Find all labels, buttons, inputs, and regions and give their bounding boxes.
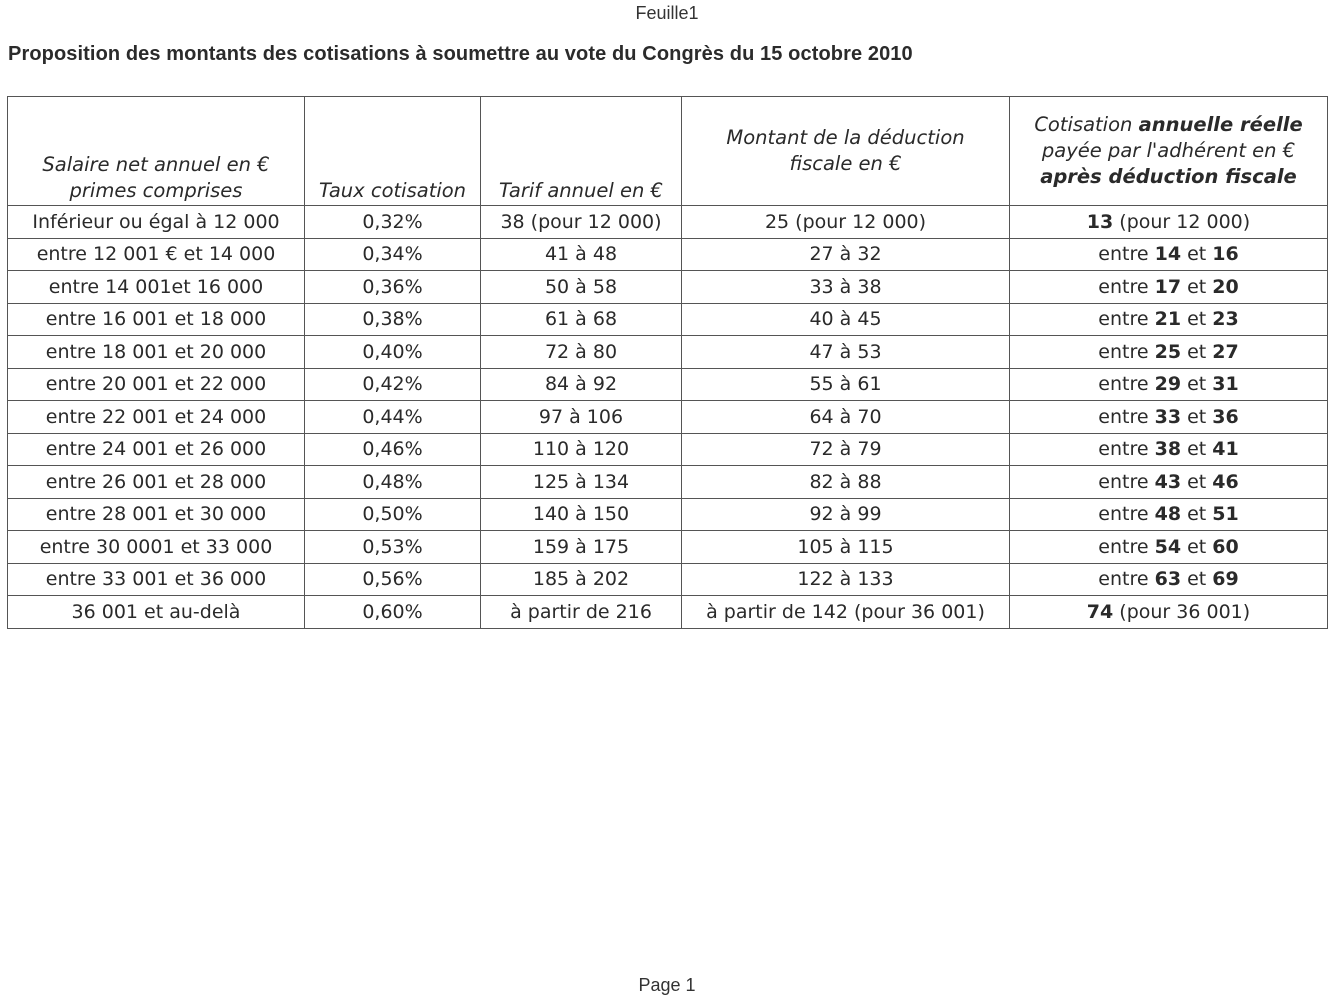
rate-cell: 0,32% <box>305 206 481 239</box>
net-max: 36 <box>1212 405 1239 428</box>
table-row <box>8 466 1328 499</box>
salary-cell: entre 12 001 € et 14 000 <box>8 238 305 271</box>
salary-cell: entre 22 001 et 24 000 <box>8 401 305 434</box>
header-rate: Taux cotisation <box>305 97 481 206</box>
net-pre: entre <box>1098 340 1155 363</box>
rate-cell: 0,48% <box>305 466 481 499</box>
tariff-cell: à partir de 216 <box>481 596 682 629</box>
tariff-cell: 185 à 202 <box>481 563 682 596</box>
header-deduction <box>682 97 1010 206</box>
rate-cell: 0,42% <box>305 368 481 401</box>
deduction-cell: à partir de 142 (pour 36 001) <box>682 596 1010 629</box>
net-contribution-cell <box>1010 303 1328 336</box>
net-min: 29 <box>1154 373 1182 396</box>
table-row <box>8 563 1328 596</box>
deduction-cell: 25 (pour 12 000) <box>682 206 1010 239</box>
tariff-cell: 72 à 80 <box>481 336 682 369</box>
table-row <box>8 433 1328 466</box>
net-max: 60 <box>1212 535 1239 558</box>
table-row <box>8 336 1328 369</box>
salary-cell: entre 20 001 et 22 000 <box>8 368 305 401</box>
tariff-cell: 38 (pour 12 000) <box>481 206 682 239</box>
net-contribution-cell <box>1010 271 1328 304</box>
header-net-b: annuelle réelle <box>1138 112 1303 136</box>
net-pre: entre <box>1098 470 1155 493</box>
rate-cell: 0,38% <box>305 303 481 336</box>
net-pre: entre <box>1098 243 1155 266</box>
table-body <box>8 206 1328 629</box>
salary-cell: Inférieur ou égal à 12 000 <box>8 206 305 239</box>
net-pre: entre <box>1098 373 1155 396</box>
net-min: 33 <box>1154 405 1182 428</box>
sheet-name: Feuille1 <box>635 3 699 23</box>
header-net-a: Cotisation <box>1034 112 1139 136</box>
document-title: Proposition des montants des cotisations à soumettre au vote du Congrès du 15 octobre 2010 <box>8 43 913 65</box>
table-row <box>8 206 1328 239</box>
net-mid: (pour 12 000) <box>1113 210 1251 233</box>
net-contribution-cell <box>1010 336 1328 369</box>
salary-cell: entre 16 001 et 18 000 <box>8 303 305 336</box>
net-min: 48 <box>1154 503 1182 526</box>
net-pre: entre <box>1098 535 1155 558</box>
salary-cell: 36 001 et au-delà <box>8 596 305 629</box>
net-min: 43 <box>1154 470 1182 493</box>
net-mid: et <box>1181 503 1213 526</box>
net-pre: entre <box>1098 503 1155 526</box>
deduction-cell: 33 à 38 <box>682 271 1010 304</box>
contribution-table <box>7 96 1328 629</box>
net-min: 13 <box>1086 210 1114 233</box>
net-mid: (pour 36 001) <box>1113 600 1251 623</box>
header-deduction-line2: fiscale en € <box>789 152 902 175</box>
net-contribution-cell <box>1010 531 1328 564</box>
net-max: 16 <box>1212 243 1239 266</box>
net-min: 54 <box>1154 535 1182 558</box>
net-mid: et <box>1181 405 1213 428</box>
header-net-contribution <box>1010 97 1328 206</box>
net-mid: et <box>1181 470 1213 493</box>
net-contribution-cell <box>1010 596 1328 629</box>
rate-cell: 0,53% <box>305 531 481 564</box>
deduction-cell: 47 à 53 <box>682 336 1010 369</box>
net-max: 69 <box>1212 568 1239 591</box>
salary-cell: entre 26 001 et 28 000 <box>8 466 305 499</box>
net-contribution-cell <box>1010 401 1328 434</box>
header-tariff: Tarif annuel en € <box>481 97 682 206</box>
net-mid: et <box>1181 535 1213 558</box>
net-max: 51 <box>1212 503 1239 526</box>
rate-cell: 0,50% <box>305 498 481 531</box>
net-min: 21 <box>1154 308 1182 331</box>
table-row <box>8 271 1328 304</box>
header-deduction-line1: Montant de la déduction <box>726 126 965 149</box>
net-max: 31 <box>1212 373 1239 396</box>
salary-cell: entre 33 001 et 36 000 <box>8 563 305 596</box>
header-net-c: payée par l'adhérent en € <box>1041 138 1296 162</box>
net-min: 63 <box>1154 568 1182 591</box>
table-row <box>8 238 1328 271</box>
tariff-cell: 50 à 58 <box>481 271 682 304</box>
net-min: 17 <box>1154 275 1182 298</box>
net-contribution-cell <box>1010 466 1328 499</box>
deduction-cell: 72 à 79 <box>682 433 1010 466</box>
net-max: 20 <box>1212 275 1239 298</box>
table-row <box>8 368 1328 401</box>
salary-cell: entre 30 0001 et 33 000 <box>8 531 305 564</box>
tariff-cell: 110 à 120 <box>481 433 682 466</box>
header-salary-line1: Salaire net annuel en € <box>42 153 270 176</box>
deduction-cell: 27 à 32 <box>682 238 1010 271</box>
net-mid: et <box>1181 243 1213 266</box>
net-max: 46 <box>1212 470 1239 493</box>
net-mid: et <box>1181 340 1213 363</box>
net-contribution-cell <box>1010 368 1328 401</box>
header-salary-line2: primes comprises <box>69 179 243 202</box>
deduction-cell: 122 à 133 <box>682 563 1010 596</box>
tariff-cell: 140 à 150 <box>481 498 682 531</box>
net-min: 38 <box>1154 438 1182 461</box>
table-row <box>8 531 1328 564</box>
net-mid: et <box>1181 308 1213 331</box>
table-row <box>8 401 1328 434</box>
table-row <box>8 596 1328 629</box>
tariff-cell: 125 à 134 <box>481 466 682 499</box>
page-footer: Page 1 <box>638 975 696 995</box>
net-mid: et <box>1181 373 1213 396</box>
net-min: 74 <box>1086 600 1114 623</box>
net-pre: entre <box>1098 308 1155 331</box>
deduction-cell: 82 à 88 <box>682 466 1010 499</box>
tariff-cell: 97 à 106 <box>481 401 682 434</box>
net-max: 23 <box>1212 308 1239 331</box>
table-row <box>8 498 1328 531</box>
net-contribution-cell <box>1010 498 1328 531</box>
tariff-cell: 61 à 68 <box>481 303 682 336</box>
salary-cell: entre 28 001 et 30 000 <box>8 498 305 531</box>
net-pre: entre <box>1098 438 1155 461</box>
net-max: 27 <box>1212 340 1239 363</box>
deduction-cell: 40 à 45 <box>682 303 1010 336</box>
net-pre: entre <box>1098 275 1155 298</box>
deduction-cell: 92 à 99 <box>682 498 1010 531</box>
header-net-d: après déduction fiscale <box>1040 164 1297 188</box>
salary-cell: entre 14 001et 16 000 <box>8 271 305 304</box>
net-contribution-cell <box>1010 433 1328 466</box>
net-pre: entre <box>1098 405 1155 428</box>
rate-cell: 0,60% <box>305 596 481 629</box>
net-min: 25 <box>1154 340 1182 363</box>
salary-cell: entre 18 001 et 20 000 <box>8 336 305 369</box>
net-contribution-cell <box>1010 238 1328 271</box>
table-header-row <box>8 97 1328 206</box>
tariff-cell: 84 à 92 <box>481 368 682 401</box>
deduction-cell: 105 à 115 <box>682 531 1010 564</box>
rate-cell: 0,56% <box>305 563 481 596</box>
salary-cell: entre 24 001 et 26 000 <box>8 433 305 466</box>
rate-cell: 0,44% <box>305 401 481 434</box>
table-row <box>8 303 1328 336</box>
tariff-cell: 159 à 175 <box>481 531 682 564</box>
net-contribution-cell <box>1010 563 1328 596</box>
net-mid: et <box>1181 275 1213 298</box>
deduction-cell: 64 à 70 <box>682 401 1010 434</box>
deduction-cell: 55 à 61 <box>682 368 1010 401</box>
rate-cell: 0,40% <box>305 336 481 369</box>
net-pre: entre <box>1098 568 1155 591</box>
rate-cell: 0,34% <box>305 238 481 271</box>
header-salary <box>8 97 305 206</box>
net-min: 14 <box>1154 243 1182 266</box>
rate-cell: 0,36% <box>305 271 481 304</box>
net-contribution-cell <box>1010 206 1328 239</box>
net-mid: et <box>1181 568 1213 591</box>
net-mid: et <box>1181 438 1213 461</box>
rate-cell: 0,46% <box>305 433 481 466</box>
net-max: 41 <box>1212 438 1239 461</box>
tariff-cell: 41 à 48 <box>481 238 682 271</box>
